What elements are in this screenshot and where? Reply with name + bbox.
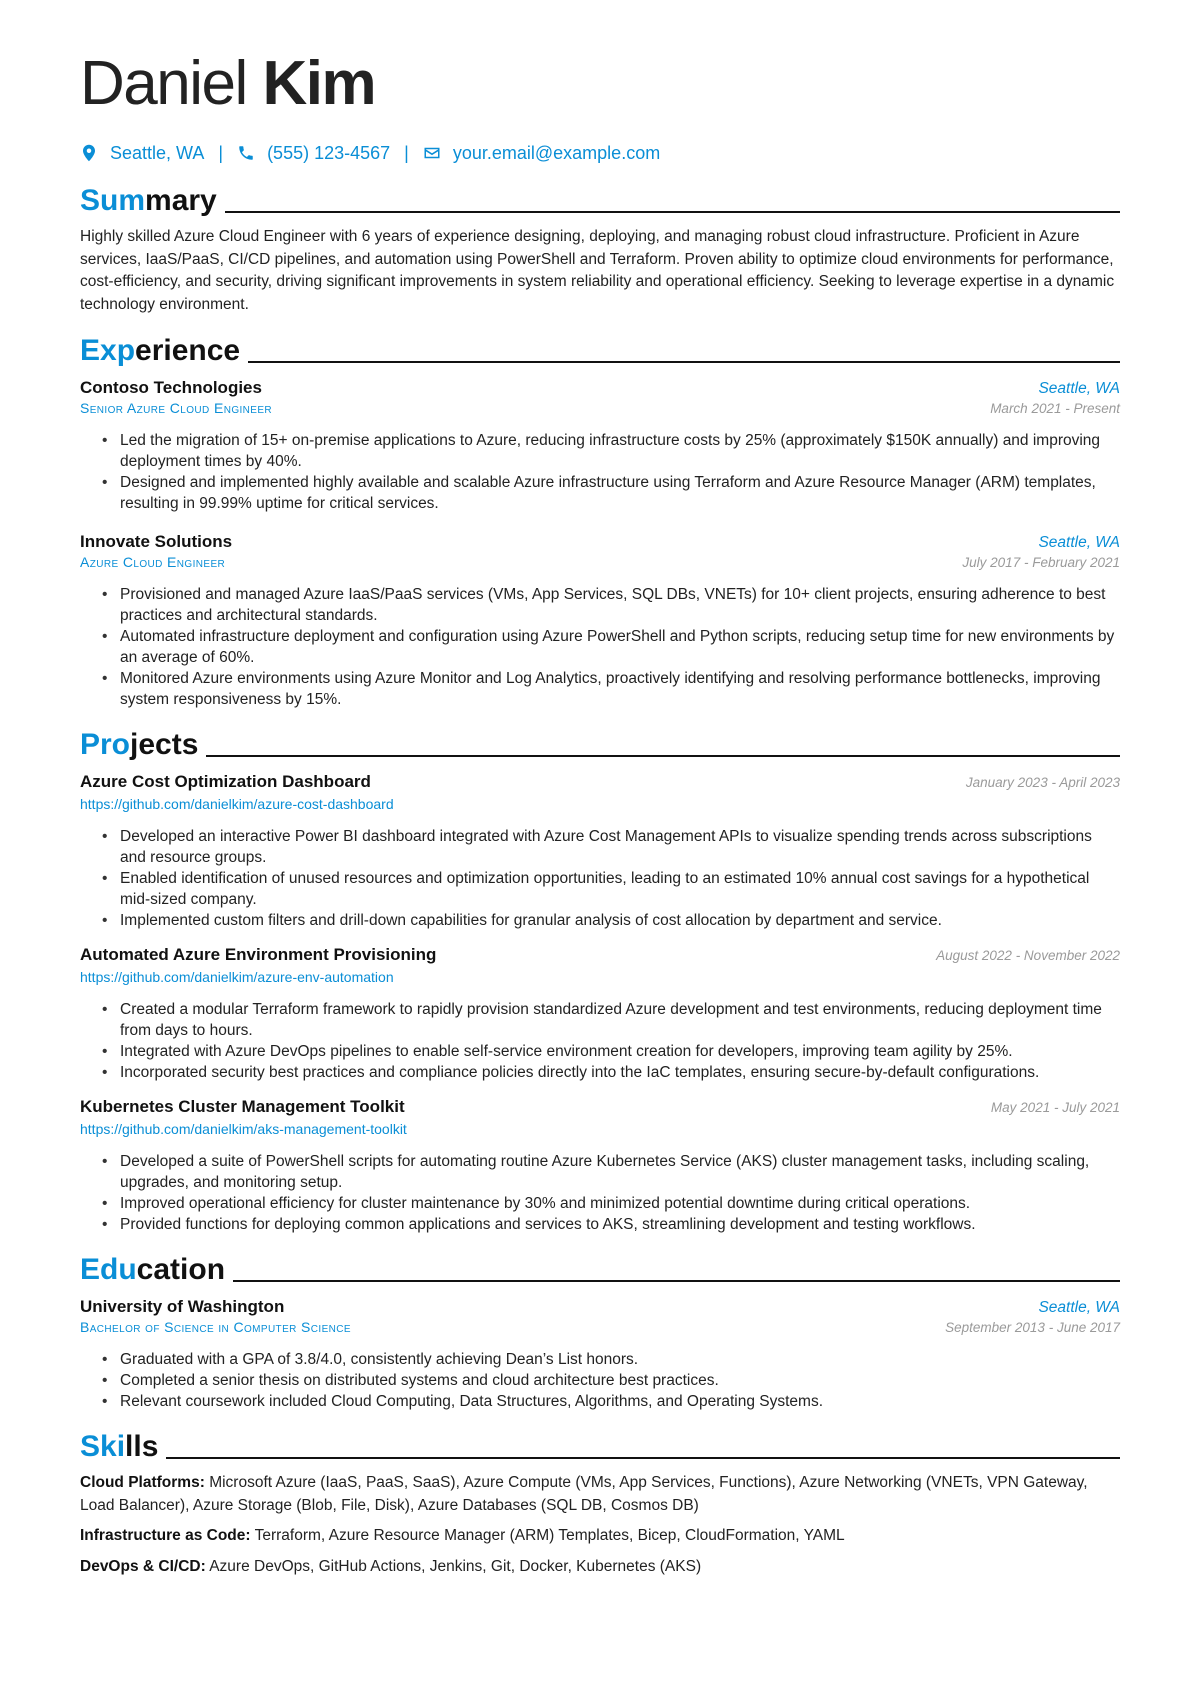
contact-separator: |: [404, 142, 409, 163]
job-dates: March 2021 - Present: [990, 401, 1120, 416]
email-text: your.email@example.com: [452, 142, 661, 163]
project-name: Kubernetes Cluster Management Toolkit: [80, 1097, 405, 1116]
last-name: Kim: [262, 49, 376, 118]
job-title: Azure Cloud Engineer: [80, 554, 226, 570]
section-title: [80, 1430, 158, 1464]
bullet-list: [102, 826, 1120, 931]
skill-line: [80, 1556, 1120, 1579]
skill-line: [80, 1525, 1120, 1548]
list-item: • Graduated with a GPA of 3.8/4.0, consistently achieving Dean’s List honors.: [102, 1349, 1120, 1370]
skill-label: Infrastructure as Code:: [80, 1527, 251, 1544]
section-rule: [248, 361, 1120, 363]
contact-separator: |: [218, 142, 224, 163]
list-item: • Relevant coursework included Cloud Computing, Data Structures, Algorithms, and Operating Systems.: [102, 1391, 1120, 1412]
section-title: [80, 334, 240, 368]
section-heading: [80, 180, 1120, 218]
project-dates: May 2021 - July 2021: [990, 1100, 1120, 1115]
list-item: • Designed and implemented highly available and scalable Azure infrastructure using Terraform and Azure Resource Manager (ARM) templates, resulting in 99.99% uptime for critical services.: [102, 472, 1120, 514]
skill-line: [80, 1472, 1120, 1517]
job-dates: July 2017 - February 2021: [962, 555, 1120, 570]
section-rule: [166, 1457, 1120, 1459]
project-dates: August 2022 - November 2022: [936, 948, 1120, 963]
projects-section: [80, 724, 1120, 1235]
section-title: [80, 184, 217, 218]
title-rest: mary: [145, 184, 217, 217]
list-item: • Improved operational efficiency for cluster maintenance by 30% and minimized potential downtime during critical operations.: [102, 1193, 1120, 1214]
section-heading: [80, 1426, 1120, 1464]
list-item: • Monitored Azure environments using Azure Monitor and Log Analytics, proactively identifying and resolving performance bottlenecks, improving system responsiveness by 15%.: [102, 668, 1120, 710]
company-name: Innovate Solutions: [80, 532, 233, 551]
section-heading: [80, 1249, 1120, 1287]
contact-email[interactable]: [423, 143, 660, 164]
title-rest: lls: [125, 1430, 159, 1463]
title-accent: Exp: [80, 334, 136, 367]
bullet-list: [102, 430, 1120, 514]
skill-value: Azure DevOps, GitHub Actions, Jenkins, Git, Docker, Kubernetes (AKS): [209, 1557, 702, 1575]
bullet-list: [102, 1151, 1120, 1235]
bullet-list: [102, 999, 1120, 1083]
section-heading: [80, 724, 1120, 762]
list-item: • Provided functions for deploying common applications and services to AKS, streamlining development and testing workflows.: [102, 1214, 1120, 1235]
title-accent: Sum: [80, 184, 146, 217]
title-accent: Ski: [80, 1430, 126, 1463]
list-item: • Automated infrastructure deployment and configuration using Azure PowerShell and Python scripts, reducing setup time for new environments by an average of 60%.: [102, 626, 1120, 668]
experience-entry: [80, 378, 1120, 514]
skill-label: DevOps & CI/CD:: [80, 1557, 206, 1575]
job-location: Seattle, WA: [1038, 380, 1120, 397]
project-dates: January 2023 - April 2023: [965, 775, 1120, 790]
job-title: Senior Azure Cloud Engineer: [80, 400, 273, 416]
project-name: Azure Cost Optimization Dashboard: [80, 772, 371, 791]
title-accent: Edu: [80, 1253, 137, 1286]
bullet-list: [102, 584, 1120, 710]
list-item: • Incorporated security best practices and compliance policies directly into the IaC templates, ensuring secure-by-default configurations.: [102, 1062, 1120, 1083]
section-title: [80, 728, 198, 762]
first-name: Daniel: [80, 49, 247, 118]
project-link[interactable]: https://github.com/danielkim/azure-cost-dashboard: [80, 796, 394, 812]
experience-section: [80, 330, 1120, 710]
map-marker-icon: [80, 144, 98, 162]
title-accent: Pro: [80, 728, 131, 761]
skill-label: Cloud Platforms:: [80, 1474, 205, 1491]
education-dates: September 2013 - June 2017: [945, 1320, 1120, 1335]
section-rule: [225, 211, 1120, 213]
list-item: • Created a modular Terraform framework to rapidly provision standardized Azure development and test environments, reducing deployment time from days to hours.: [102, 999, 1120, 1041]
summary-section: [80, 180, 1120, 316]
list-item: • Completed a senior thesis on distributed systems and cloud architecture best practices.: [102, 1370, 1120, 1391]
skills-section: [80, 1426, 1120, 1578]
section-title: [80, 1253, 225, 1287]
skill-value: Terraform, Azure Resource Manager (ARM) Templates, Bicep, CloudFormation, YAML: [254, 1527, 845, 1544]
school-location: Seattle, WA: [1038, 1299, 1120, 1316]
title-rest: cation: [136, 1253, 226, 1286]
project-entry: [80, 1097, 1120, 1235]
summary-text: Highly skilled Azure Cloud Engineer with 6 years of experience designing, deploying, and managing robust cloud infrastructure. Proficient in Azure services, IaaS/PaaS, CI/CD pipelines, and automation using PowerShell and Terraform. Proven ability to optimize cloud environments for performance, cost-efficiency, and security, driving significant improvements in system reliability and operational efficiency. Seeking to leverage expertise in a dynamic technology environment.: [80, 228, 1115, 313]
project-link[interactable]: https://github.com/danielkim/aks-management-toolkit: [80, 1121, 407, 1137]
contact-phone[interactable]: [237, 143, 390, 164]
list-item: • Developed a suite of PowerShell scripts for automating routine Azure Kubernetes Service (AKS) cluster management tasks, including scaling, upgrades, and monitoring setup.: [102, 1151, 1120, 1193]
location-text: Seattle, WA: [110, 142, 205, 163]
candidate-name: [80, 44, 1120, 124]
school-name: University of Washington: [80, 1297, 285, 1316]
list-item: • Enabled identification of unused resources and optimization opportunities, leading to an estimated 10% annual cost savings for a hypothetical mid-sized company.: [102, 868, 1120, 910]
contact-location: [80, 143, 204, 164]
list-item: • Led the migration of 15+ on-premise applications to Azure, reducing infrastructure costs by 25% (approximately $150K annually) and improving deployment times by 40%.: [102, 430, 1120, 472]
project-entry: [80, 945, 1120, 1083]
list-item: • Integrated with Azure DevOps pipelines to enable self-service environment creation for developers, improving team agility by 25%.: [102, 1041, 1120, 1062]
section-heading: [80, 330, 1120, 368]
education-entry: [80, 1297, 1120, 1412]
phone-icon: [237, 144, 255, 162]
title-rest: jects: [130, 728, 199, 761]
bullet-list: [102, 1349, 1120, 1412]
phone-text: (555) 123-4567: [267, 142, 391, 163]
company-name: Contoso Technologies: [80, 378, 262, 397]
project-link[interactable]: https://github.com/danielkim/azure-env-automation: [80, 969, 394, 985]
degree: Bachelor of Science in Computer Science: [80, 1319, 351, 1335]
list-item: • Provisioned and managed Azure IaaS/PaaS services (VMs, App Services, SQL DBs, VNETs) for 10+ client projects, ensuring adherence to best practices and architectural standards.: [102, 584, 1120, 626]
list-item: • Developed an interactive Power BI dashboard integrated with Azure Cost Management APIs to visualize spending trends across subscriptions and resource groups.: [102, 826, 1120, 868]
experience-entry: [80, 532, 1120, 710]
title-rest: erience: [135, 334, 241, 367]
job-location: Seattle, WA: [1038, 534, 1120, 551]
education-section: [80, 1249, 1120, 1412]
project-entry: [80, 772, 1120, 931]
project-name: Automated Azure Environment Provisioning: [80, 945, 437, 964]
list-item: • Implemented custom filters and drill-down capabilities for granular analysis of cost allocation by department and service.: [102, 910, 1120, 931]
section-rule: [233, 1280, 1120, 1282]
envelope-icon: [423, 144, 441, 162]
contact-bar: [80, 140, 1120, 166]
section-rule: [206, 755, 1120, 757]
skill-value: Microsoft Azure (IaaS, PaaS, SaaS), Azure Compute (VMs, App Services, Functions), Azure Networking (VNETs, VPN Gateway, Load Balancer), Azure Storage (Blob, File, Disk), Azure Databases (SQL DB, Cosmos DB): [80, 1474, 1088, 1514]
